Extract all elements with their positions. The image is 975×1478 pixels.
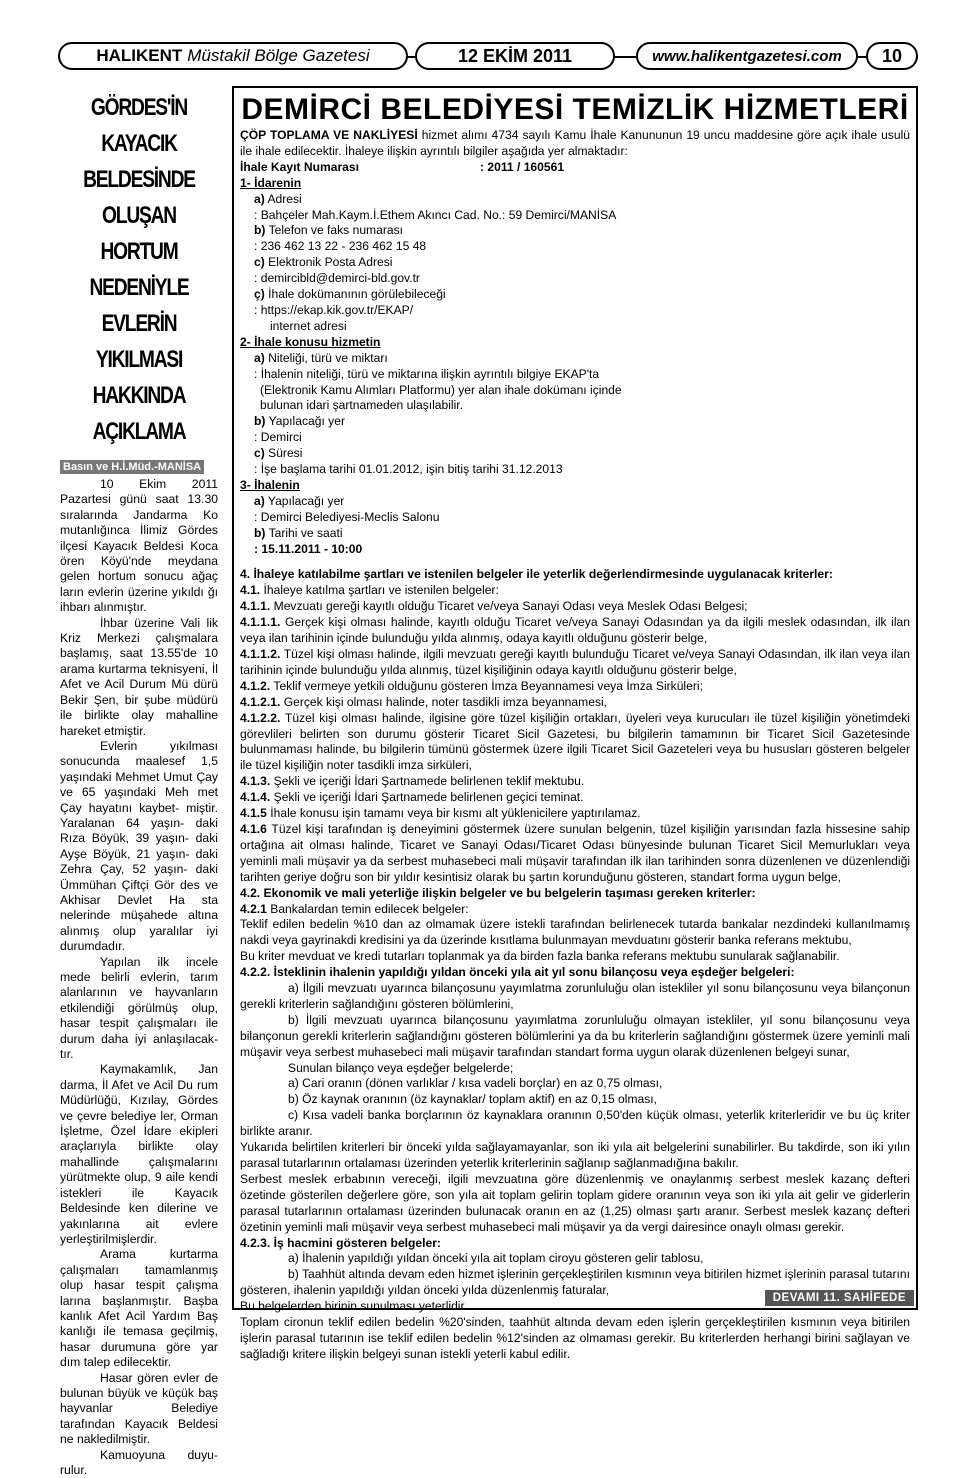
website-link[interactable]: www.halikentgazetesi.com	[636, 42, 858, 70]
paragraph: Bu belgelerden birinin sunulması yeterlidir.	[240, 1299, 468, 1314]
clause: 4.1.1.2. Tüzel kişi olması halinde, ilgili mevzuatı gereği kayıtlı bulunduğu Ticaret ve/veya Sanayi Odasından, ilk ilan veya ilan tarihinin içinde bulunduğu yılda alınmış, tüzel kişiliğinin odaya kayıtlı olduğunu gösterir belge,	[240, 647, 910, 677]
info-row-cont: internet adresi	[270, 318, 347, 333]
paper-name-subtitle: Müstakil Bölge Gazetesi	[187, 46, 370, 65]
paragraph: Serbest meslek erbabının vereceği, ilgili mevzuatına göre düzenlenmiş ve onaylanmış serbest meslek kazanç defteri özetinde gösterilen değerlere göre, son yıla ait toplam gelirin toplam gidere oranının veya son iki yıla ait gelir ve giderlerin parasal tutarlarının ortalaması üzerinden bulunacak oranın en az (1,25) olması şartı aranır. Serbest meslek kazanç defteri özetinin yeminli mali müşavir veya serbest muhasebeci mali müşavir ya da vergi dairesince onaylı olması gerekir.	[240, 1171, 910, 1234]
paragraph: Toplam cironun teklif edilen bedelin %20'sinden, taahhüt altında devam eden işlerin gerçekleştirilen kısmının veya bitirilen işlerin parasal tutarının ise teklif edilen bedelin %12'sinden az olmaması gerekir. Bu kriterlerden herhangi birini sağlayan ve sağladığı kritere ilişkin belgeyi sunan istekli yeterli kabul edilir.	[240, 1315, 910, 1361]
spacer	[240, 557, 910, 567]
headline-line: BELDESİNDE OLUŞAN	[83, 166, 195, 229]
headline-line: GÖRDES'İN KAYACIK	[90, 94, 188, 157]
paragraph: b) İlgili mevzuatı uyarınca bilançosunu yayımlatma zorunluluğu olmayan istekliler, yıl sonu bilançosunu veya bilançonun gerekli kriterlerin sağlandığını gösteren bölümlerini ya da bu kriterlerin sağlandığını göstermek üzere yeminli mali müşavir veya serbest muhasebeci mali müşavir tarafından standart forma uygun olarak düzenlenen belgeyi sunar,	[240, 1012, 910, 1059]
paragraph: Evlerin yıkılması sonucunda maalesef 1,5 yaşındaki Mehmet Umut Çay ve 65 yaşındaki Meh met Çay hayatını kaybet- miştir. Yaralanan 64 yaşın- daki Rıza Böyük, 39 yaşın- daki Ayşe Böyük, 21 yaşın- daki Zehra Çay, 52 yaşın- daki Ümmühan Çiftçi Gör des ve Akhisar Devlet Ha sta nelerinde müşahede altına alınmış olup yaralılar iyi durumdadır.	[60, 738, 218, 954]
left-article	[60, 90, 218, 1478]
page-number: 10	[866, 42, 918, 70]
info-row: a) Yapılacağı yer: Demirci Belediyesi-Meclis Salonu	[254, 493, 440, 524]
clause: 4.1.1. Mevzuatı gereği kayıtlı olduğu Ticaret ve/veya Sanayi Odası veya Meslek Odası Belgesi;	[240, 599, 748, 614]
issue-date: 12 EKİM 2011	[415, 42, 615, 70]
paragraph: Kaymakamlık, Jan darma, İl Afet ve Acil Du rum Müdürlüğü, Kızılay, Gördes ve çevre belediye ler, Orman İşletme, Özel İdare ekipleri araçlarıyla birlikte olay mahallinde çalışmalarını yürütmekte olup, 9 aile kendi istekleri ile Kayacık Beldesinde ken dilerine ve yakınlarına ait evlere yerleştirilmişlerdir.	[60, 1062, 218, 1246]
clause: 4.1.1.1. Gerçek kişi olması halinde, kayıtlı olduğu Ticaret ve/veya Sanayi Odasından ya da ilgili meslek odasından, ilk ilan veya ilan tarihinin içinde bulunduğu yılda alınmış, odaya kayıtlı olduğunu gösterir belge,	[240, 615, 910, 646]
section-heading: 4.2. Ekonomik ve mali yeterliğe ilişkin belgeler ve bu belgelerin taşıması gereken kriterler:	[240, 885, 756, 900]
paragraph: Kamuoyuna duyu- rulur.	[60, 1447, 218, 1477]
headline-line: HORTUM NEDENİYLE	[89, 238, 189, 301]
paragraph: Hasar gören evler de bulunan büyük ve küçük baş hayvanlar Belediye tarafından Kayacık Beldesi ne nakledilmiştir.	[60, 1370, 218, 1447]
clause: 4.1.2.1. Gerçek kişi olması halinde, noter tasdikli imza beyannamesi,	[240, 694, 608, 709]
paragraph: a) İlgili mevzuatı uyarınca bilançosunu yayımlatma zorunluluğu olan istekliler yıl sonu bilançosunu veya bilançonun gerekli kriterlerin sağlandığını gösteren bölümlerini,	[240, 981, 910, 1011]
paragraph: Bu kriter mevduat ve kredi tutarları toplanmak ya da birden fazla banka referans mektubu sunularak sağlanabilir.	[240, 949, 840, 964]
intro: ÇÖP TOPLAMA VE NAKLİYESİ hizmet alımı 4734 sayılı Kamu İhale Kanununun 19 uncu maddesine göre açık ihale usulü ile ihale edilecektir. İhaleye ilişkin ayrıntılı bilgiler aşağıda yer almaktadır:	[240, 128, 910, 158]
paragraph: Arama kurtarma çalışmaları tamamlanmış olup hasar tespit çalışma larına başlanmıştır. Başba kanlık Afet Acil Yardım Baş kanlığı ile temasa geçilmiş, hasar durumuna göre yar dım talep edilecektir.	[60, 1247, 218, 1370]
info-row: b) Tarihi ve saati: 15.11.2011 - 10:00	[254, 525, 363, 556]
section-heading: 4.2.2. İsteklinin ihalenin yapıldığı yıldan önceki yıla ait yıl sonu bilançosu veya eşdeğer belgeleri:	[240, 965, 795, 980]
section-heading: 2- İhale konusu hizmetin	[240, 334, 381, 349]
left-headline	[60, 90, 218, 450]
url-row: ç) İhale dokümanının görülebileceği: https://ekap.kik.gov.tr/EKAP/	[254, 287, 446, 317]
section-heading: 3- İhalenin	[240, 477, 300, 492]
paragraph: b) Öz kaynak oranının (öz kaynaklar/ toplam aktif) en az 0,15 olması,	[288, 1092, 658, 1107]
info-row: b) Telefon ve faks numarası: 236 462 13 22 - 236 462 15 48	[254, 223, 427, 254]
clause: 4.1.6 Tüzel kişi tarafından iş deneyimini göstermek üzere sunulan belgenin, tüzel kişiliğin yarısından fazla hissesine sahip ortağına ait olması halinde, Ticaret ve Sanayi Odası/Ticaret Odası bünyesinde bulunan Ticaret Sicil Memurlukları veya yeminli mali müşavir ya da serbest muhasebeci mali müşavir tarafından ilk ilan tarihinden sonra düzenlenen ve düzenlendiği tarihten geriye doğru son bir yıldır kesintisiz olarak bu şartın korunduğunu gösteren, standart forma uygun belge,	[240, 821, 910, 884]
info-row: a) Adresi: Bahçeler Mah.Kaym.İ.Ethem Akıncı Cad. No.: 59 Demirci/MANİSA	[254, 191, 617, 222]
paragraph: Yapılan ilk incele mede belirli evlerin, tarım alanlarının ve hayvanların etkilendiği görülmüş olup, hasar tespit çalışmaları ile durum daha iyi anlaşılacak- tır.	[60, 954, 218, 1062]
info-row: a) Niteliği, türü ve miktarı: İhalenin niteliği, türü ve miktarına ilişkin ayrıntılı bilgiye EKAP'ta (Elektronik Kamu Alımları Platformu) yer alan ihale dokümanı içinde bulunan idari şartnameden ulaşılabilir.	[254, 350, 622, 413]
headline-line: EVLERİN YIKILMASI	[95, 310, 183, 373]
announcement-body	[234, 128, 916, 1363]
clause: 4.1.5 İhale konusu işin tamamı veya bir kısmı alt yüklenicilere yaptırılamaz.	[240, 806, 641, 821]
info-row: c) Süresi: İşe başlama tarihi 01.01.2012, işin bitiş tarihi 31.12.2013	[254, 446, 563, 477]
clause: 4.1.2. Teklif vermeye yetkili olduğunu gösteren İmza Beyannamesi veya İmza Sirküleri;	[240, 678, 703, 693]
announcement-title: DEMİRCİ BELEDİYESİ TEMİZLİK HİZMETLERİ	[241, 93, 909, 126]
clause: 4.1. İhaleye katılma şartları ve istenilen belgeler:	[240, 583, 499, 598]
headline-line: HAKKINDA AÇIKLAMA	[92, 382, 186, 445]
section-heading: 4.2.3. İş hacmini gösteren belgeler:	[240, 1235, 441, 1250]
clause: 4.2.1 Bankalardan temin edilecek belgeler:	[240, 901, 469, 916]
page-header	[58, 42, 918, 72]
paragraph: 10 Ekim 2011 Pazartesi günü saat 13.30 sıralarında Jandarma Ko mutanlığınca İlimiz Gördes ilçesi Kayacık Beldesi Koca ören Köyü'nde meydana gelen hortum sonucu ağaç ların evlerin üzerine yıkıldı ğı ihbarı alınmıştır.	[60, 477, 218, 615]
paragraph: Teklif edilen bedelin %10 dan az olmamak üzere istekli tarafından belirlenecek tutarda bankalar nezdindeki kullanılmamış nakdi veya gayrinakdi kredisini ya da üzerinde kısıtlama bulunmayan mevduatını gösterir banka referans mektubu,	[240, 917, 910, 948]
clause: 4.1.2.2. Tüzel kişi olması halinde, ilgisine göre tüzel kişiliğin ortakları, üyeleri veya kurucuları ile tüzel kişiliğin yönetimdeki görevlileri belirten son durumu gösterir Ticaret Sicil Gazetesi, bu bilgilerin tamamının bir Ticaret Sicil Gazetesinde bulunmaması halinde, bu bilgilerin tümünü göstermek üzere ilgili Ticaret Sicil Gazeteleri veya bu hususları gösteren belgeler ile tüzel kişiliğin noter tasdikli imza sirküleri,	[240, 710, 910, 773]
info-row: b) Yapılacağı yer: Demirci	[254, 414, 345, 445]
paragraph: Yukarıda belirtilen kriterleri bir önceki yılda sağlayamayanlar, son iki yıla ait belgelerini sunabilirler. Bu takdirde, son iki yılın parasal tutarlarının ortalaması üzerinden yeterlik kriterlerinin sağlanıp sağlanmadığına bakılır.	[240, 1140, 910, 1170]
paper-name-bold: HALIKENT	[96, 46, 183, 65]
paragraph: a) Cari oranın (dönen varlıklar / kısa vadeli borçlar) en az 0,75 olması,	[288, 1076, 663, 1091]
paper-name	[58, 42, 408, 70]
paragraph: Sunulan bilanço veya eşdeğer belgelerde;	[288, 1060, 514, 1075]
continued-badge: DEVAMI 11. SAHİFEDE	[765, 1290, 914, 1306]
paragraph: İhbar üzerine Vali lik Kriz Merkezi çalışmalara başlamış, saat 13.55'de 10 arama kurtarma teknisyeni, İl Afet ve Acil Durum Mü dürü Bekir Şen, bir şube müdürü ile birlikte olay mahalline hareket etmiştir.	[60, 615, 218, 738]
email-row: c) Elektronik Posta Adresi: demircibld@demirci-bld.gov.tr	[254, 255, 420, 286]
section-heading: 1- İdarenin	[240, 175, 302, 190]
section-heading: 4. İhaleye katılabilme şartları ve istenilen belgeler ile yeterlik değerlendirmesinde uygulanacak kriterler:	[240, 567, 833, 582]
article-source: Basın ve H.İ.Müd.-MANİSA	[60, 460, 204, 474]
paragraph: b) Taahhüt altında devam eden hizmet işlerinin gerçekleştirilen kısmının veya bitirilen hizmet işlerinin parasal tutarını gösteren, ihalenin yapıldığı yıldan önceki yılda düzenlenmiş faturalar,	[240, 1267, 910, 1298]
paragraph: a) İhalenin yapıldığı yıldan önceki yıla ait toplam ciroyu gösteren gelir tablosu,	[288, 1251, 704, 1266]
paragraph: c) Kısa vadeli banka borçlarının öz kaynaklara oranının 0,50'den küçük olması, yeterlik kriterleridir ve bu üç kriter birlikte aranır.	[240, 1108, 910, 1139]
tender-number-row: İhale Kayıt Numarası : 2011 / 160561	[240, 159, 565, 174]
tender-announcement	[232, 86, 918, 1361]
clause: 4.1.4. Şekli ve içeriği İdari Şartnamede belirlenen geçici teminat.	[240, 790, 584, 805]
left-article-body	[60, 477, 218, 1478]
clause: 4.1.3. Şekli ve içeriği İdari Şartnamede belirlenen teklif mektubu.	[240, 774, 585, 789]
